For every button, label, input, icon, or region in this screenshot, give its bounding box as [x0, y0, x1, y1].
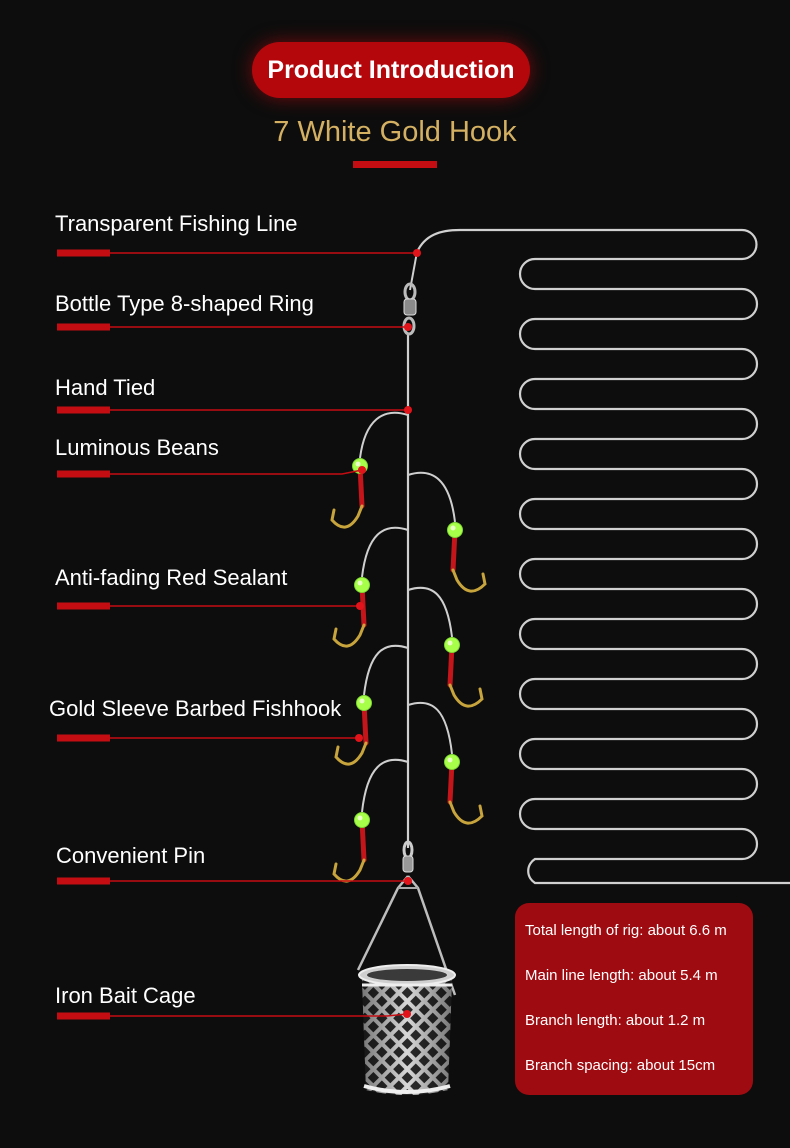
gold-hook-icon	[336, 743, 366, 764]
label-luminous-beans: Luminous Beans	[55, 435, 219, 460]
leader-bar	[57, 324, 110, 331]
leader-bar	[57, 471, 110, 478]
luminous-bean-icon	[355, 813, 370, 828]
luminous-bean-icon	[445, 755, 460, 770]
leader-dot	[356, 602, 364, 610]
label-red-sealant: Anti-fading Red Sealant	[55, 565, 288, 590]
bean-highlight	[448, 641, 453, 646]
spec-total-length: Total length of rig: about 6.6 m	[525, 922, 727, 939]
spec-branch-spacing: Branch spacing: about 15cm	[525, 1057, 716, 1074]
hook-branch-1	[332, 413, 408, 527]
subtitle-underline	[353, 161, 437, 168]
bean-highlight	[448, 758, 453, 763]
leader-line-2	[57, 323, 412, 331]
leader-bar	[57, 1013, 110, 1020]
leader-line-1	[57, 249, 421, 257]
leader-dot	[403, 1010, 411, 1018]
branch-line	[360, 413, 408, 458]
luminous-bean-icon	[355, 578, 370, 593]
leader-bar	[57, 603, 110, 610]
leader-stroke	[110, 470, 362, 474]
branch-line	[408, 473, 455, 522]
label-convenient-pin: Convenient Pin	[56, 843, 206, 868]
iron-bait-cage-icon	[359, 965, 455, 1095]
branch-line	[362, 528, 408, 577]
leader-dot	[413, 249, 421, 257]
leader-dot	[404, 406, 412, 414]
leader-stroke	[110, 1014, 407, 1016]
gold-hook-icon	[334, 860, 364, 881]
leader-line-3	[57, 406, 412, 414]
gold-hook-icon	[332, 506, 362, 527]
bean-highlight	[358, 581, 363, 586]
leader-dot	[404, 323, 412, 331]
spec-branch-length: Branch length: about 1.2 m	[525, 1012, 706, 1029]
label-8-shaped-ring: Bottle Type 8-shaped Ring	[55, 291, 314, 316]
bean-highlight	[356, 462, 361, 467]
branch-line	[408, 703, 452, 754]
product-introduction-banner	[252, 42, 530, 98]
leader-line-7	[57, 877, 412, 885]
branch-line	[362, 760, 408, 812]
hook-branch-4	[408, 588, 482, 706]
coiled-fishing-line	[417, 230, 790, 883]
hook-branch-7	[334, 760, 408, 881]
leader-bar	[57, 735, 110, 742]
hook-branch-2	[408, 473, 485, 591]
gold-hook-icon	[450, 802, 482, 823]
leader-line-6	[57, 734, 363, 742]
branch-line	[408, 588, 452, 637]
leader-line-8	[57, 1010, 411, 1020]
label-iron-bait-cage: Iron Bait Cage	[55, 983, 196, 1008]
label-barbed-fishhook: Gold Sleeve Barbed Fishhook	[49, 696, 342, 721]
leader-bar	[57, 250, 110, 257]
luminous-bean-icon	[445, 638, 460, 653]
label-hand-tied: Hand Tied	[55, 375, 156, 400]
leader-line-5	[57, 602, 364, 610]
leader-dot	[404, 877, 412, 885]
spec-main-line-length: Main line length: about 5.4 m	[525, 967, 718, 984]
leader-dot	[358, 466, 366, 474]
specifications-box	[515, 903, 753, 1095]
hook-branch-3	[334, 528, 408, 646]
banner-title: Product Introduction	[267, 55, 515, 84]
luminous-bean-icon	[448, 523, 463, 538]
leader-line-4	[57, 466, 366, 478]
luminous-bean-icon	[357, 696, 372, 711]
leader-bar	[57, 878, 110, 885]
branch-line	[364, 646, 408, 695]
label-transparent-fishing-line: Transparent Fishing Line	[55, 211, 298, 236]
gold-hook-icon	[453, 570, 485, 591]
bean-highlight	[360, 699, 365, 704]
leader-bar	[57, 407, 110, 414]
hook-branch-5	[336, 646, 408, 764]
bean-highlight	[358, 816, 363, 821]
product-subtitle: 7 White Gold Hook	[273, 116, 517, 148]
gold-hook-icon	[334, 625, 364, 646]
leader-dot	[355, 734, 363, 742]
bean-highlight	[451, 526, 456, 531]
hook-branch-6	[408, 703, 482, 823]
gold-hook-icon	[450, 685, 482, 706]
